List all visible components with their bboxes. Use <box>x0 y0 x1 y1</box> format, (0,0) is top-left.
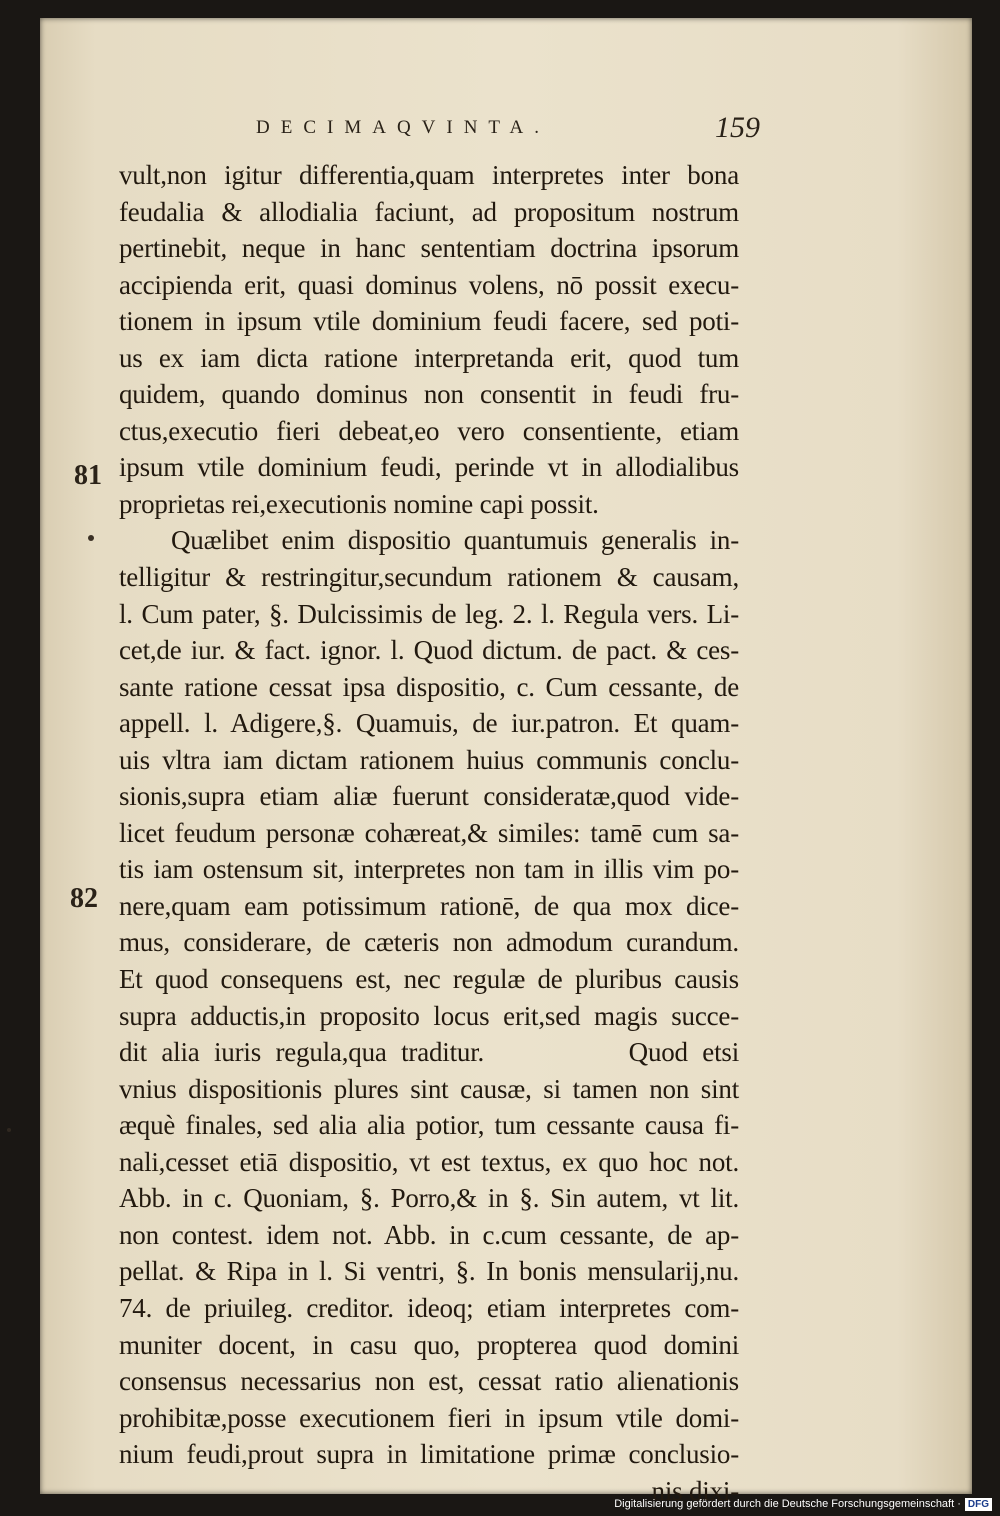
text-line: ipsum vtile dominium feudi, perinde vt in allodialibus <box>119 452 739 483</box>
text-line: sionis,supra etiam aliæ fuerunt consideratæ,quod vide- <box>119 781 739 812</box>
text-line: vnius dispositionis plures sint causæ, si tamen non sint <box>119 1073 739 1104</box>
marginal-number: 82 <box>70 883 98 914</box>
text-line: nali,cesset etiā dispositio, vt est textus, ex quo hoc not. <box>119 1146 739 1177</box>
text-line: Quælibet enim dispositio quantumuis generalis in- <box>171 525 739 556</box>
text-line: pellat. & Ripa in l. Si ventri, §. In bonis mensularij,nu. <box>119 1256 739 1287</box>
scan-speck <box>7 1128 11 1132</box>
text-line: us ex iam dicta ratione interpretanda erit, quod tum <box>119 342 739 373</box>
text-line: Abb. in c. Quoniam, §. Porro,& in §. Sin autem, vt lit. <box>119 1183 739 1214</box>
marginal-number: 81 <box>74 460 102 491</box>
page-number: 159 <box>715 111 760 144</box>
text-line: feudalia & allodialia faciunt, ad propositum nostrum <box>119 196 739 227</box>
text-line: vult,non igitur differentia,quam interpretes inter bona <box>119 160 739 190</box>
page-header <box>216 111 760 153</box>
text-line: quidem, quando dominus non consentit in feudi fru- <box>119 379 739 410</box>
text-line: 74. de priuileg. creditor. ideoq; etiam interpretes com- <box>119 1292 739 1323</box>
text-line: cet,de iur. & fact. ignor. l. Quod dictum. de pact. & ces- <box>119 635 739 666</box>
body-text <box>119 157 739 1509</box>
text-line: tionem in ipsum vtile dominium feudi facere, sed poti- <box>119 306 739 337</box>
text-line: proprietas rei,executionis nomine capi possit. <box>119 488 599 519</box>
dfg-logo-icon: DFG <box>965 1498 992 1511</box>
text-line: appell. l. Adigere,§. Quamuis, de iur.patron. Et quam- <box>119 708 739 739</box>
text-line: dit alia iuris regula,qua traditur. Quod etsi <box>119 1037 739 1068</box>
text-line: telligitur & restringitur,secundum rationem & causam, <box>119 562 739 593</box>
text-line: non contest. idem not. Abb. in c.cum cessante, de ap- <box>119 1219 739 1250</box>
text-line: pertinebit, neque in hanc sententiam doctrina ipsorum <box>119 233 739 264</box>
text-line: l. Cum pater, §. Dulcissimis de leg. 2. l. Regula vers. Li- <box>119 598 739 629</box>
text-line: tis iam ostensum sit, interpretes non tam in illis vim po- <box>119 854 739 885</box>
running-head: DECIMAQVINTA. <box>256 117 550 138</box>
text-line: sante ratione cessat ipsa dispositio, c. Cum cessante, de <box>119 671 739 702</box>
text-line: accipienda erit, quasi dominus volens, nō possit execu- <box>119 269 739 300</box>
text-line: mus, considerare, de cæteris non admodum curandum. <box>119 927 739 958</box>
text-line: muniter docent, in casu quo, propterea quod domini <box>119 1329 739 1360</box>
footer-credit <box>614 1494 992 1514</box>
text-line: nere,quam eam potissimum rationē, de qua mox dice- <box>119 890 739 921</box>
catchword: nis dixi- <box>651 1475 739 1506</box>
text-line: licet feudum personæ cohæreat,& similes: tamē cum sa- <box>119 817 739 848</box>
text-line: uis vltra iam dictam rationem huius communis conclu- <box>119 744 739 775</box>
margin-mark <box>88 535 94 541</box>
text-line: prohibitæ,posse executionem fieri in ipsum vtile domi- <box>119 1402 739 1433</box>
text-line: Et quod consequens est, nec regulæ de pluribus causis <box>119 964 739 995</box>
text-line: æquè finales, sed alia alia potior, tum cessante causa fi- <box>119 1110 739 1141</box>
footer-text: Digitalisierung gefördert durch die Deutsche Forschungsgemeinschaft · <box>614 1498 961 1510</box>
text-line: nium feudi,prout supra in limitatione primæ conclusio- <box>119 1439 739 1470</box>
text-line: consensus necessarius non est, cessat ratio alienationis <box>119 1366 739 1397</box>
text-line: supra adductis,in proposito locus erit,sed magis succe- <box>119 1000 739 1031</box>
text-line: ctus,executio fieri debeat,eo vero consentiente, etiam <box>119 415 739 446</box>
